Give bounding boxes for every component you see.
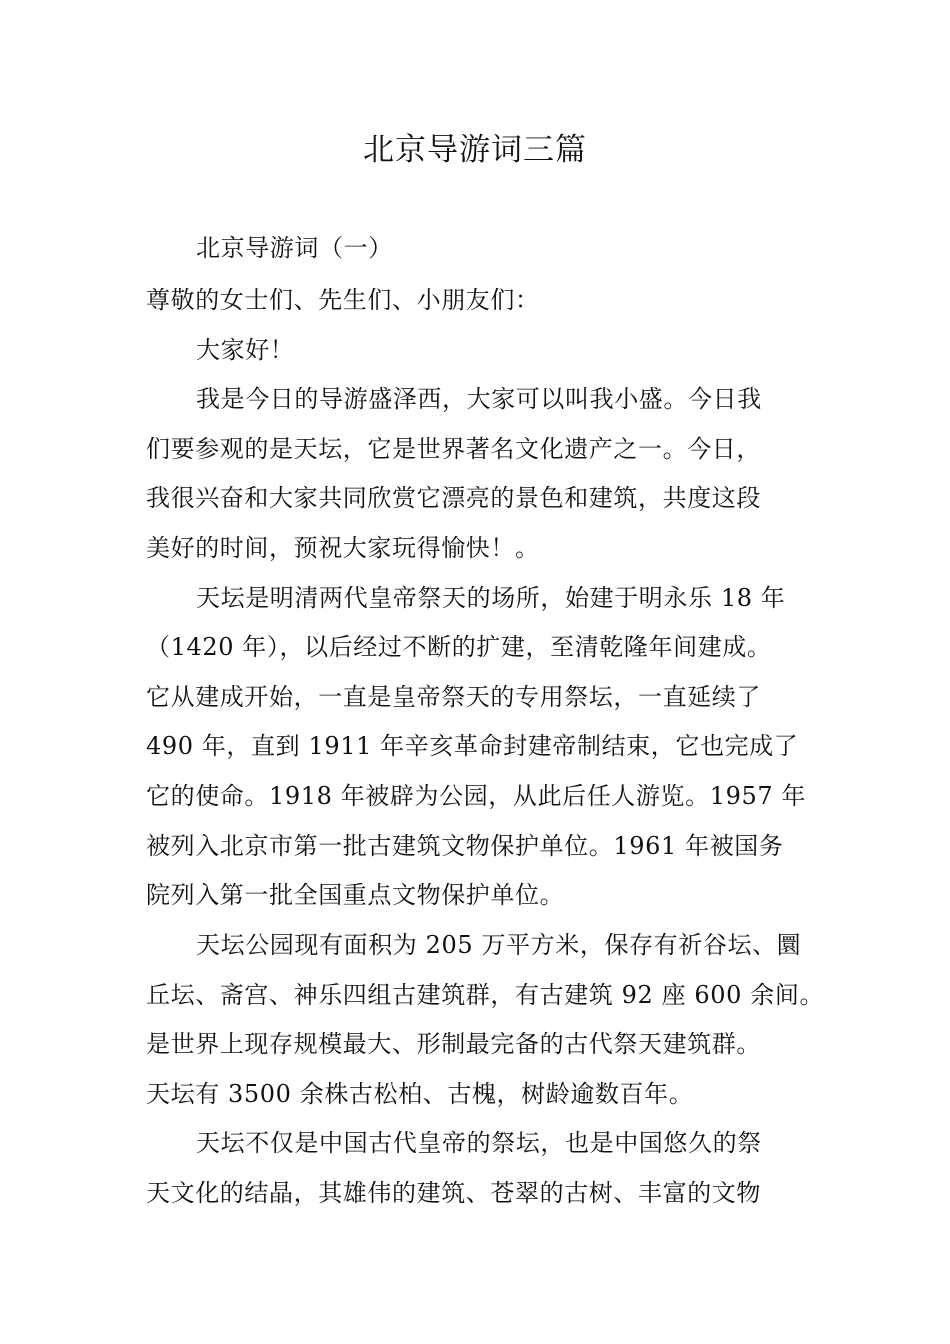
paragraph-line: （1420 年），以后经过不断的扩建，至清乾隆年间建成。 [146,633,772,661]
paragraph-line: 490 年，直到 1911 年辛亥革命封建帝制结束，它也完成了 [146,732,799,760]
section-heading: 北京导游词（一） [196,234,393,262]
paragraph-line: 我是今日的导游盛泽西，大家可以叫我小盛。今日我 [196,385,762,413]
paragraph-line: 天坛公园现有面积为 205 万平方米，保存有祈谷坛、圜 [196,931,802,959]
paragraph-line: 天坛不仅是中国古代皇帝的祭坛，也是中国悠久的祭 [196,1129,762,1157]
paragraph-line: 们要参观的是天坛，它是世界著名文化遗产之一。今日， [146,435,761,463]
paragraph-line: 美好的时间，预祝大家玩得愉快！。 [146,534,540,562]
paragraph-line: 被列入北京市第一批古建筑文物保护单位。1961 年被国务 [146,832,784,860]
paragraph-line: 院列入第一批全国重点文物保护单位。 [146,881,565,909]
paragraph-line: 我很兴奋和大家共同欣赏它漂亮的景色和建筑，共度这段 [146,484,761,512]
paragraph-line: 是世界上现存规模最大、形制最完备的古代祭天建筑群。 [146,1030,761,1058]
document-title: 北京导游词三篇 [363,132,587,168]
paragraph-line: 天坛有 3500 余株古松柏、古槐，树龄逾数百年。 [146,1080,694,1108]
paragraph-line: 它的使命。1918 年被辟为公园，从此后任人游览。1957 年 [146,782,807,810]
paragraph-line: 丘坛、斋宫、神乐四组古建筑群，有古建筑 92 座 600 余间。 [146,981,825,1009]
paragraph-line: 它从建成开始，一直是皇帝祭天的专用祭坛，一直延续了 [146,683,761,711]
paragraph-line: 天坛是明清两代皇帝祭天的场所，始建于明永乐 18 年 [196,584,786,612]
salutation-line: 尊敬的女士们、先生们、小朋友们： [146,286,540,314]
paragraph-line: 天文化的结晶，其雄伟的建筑、苍翠的古树、丰富的文物 [146,1179,761,1207]
greeting-line: 大家好！ [196,336,295,364]
